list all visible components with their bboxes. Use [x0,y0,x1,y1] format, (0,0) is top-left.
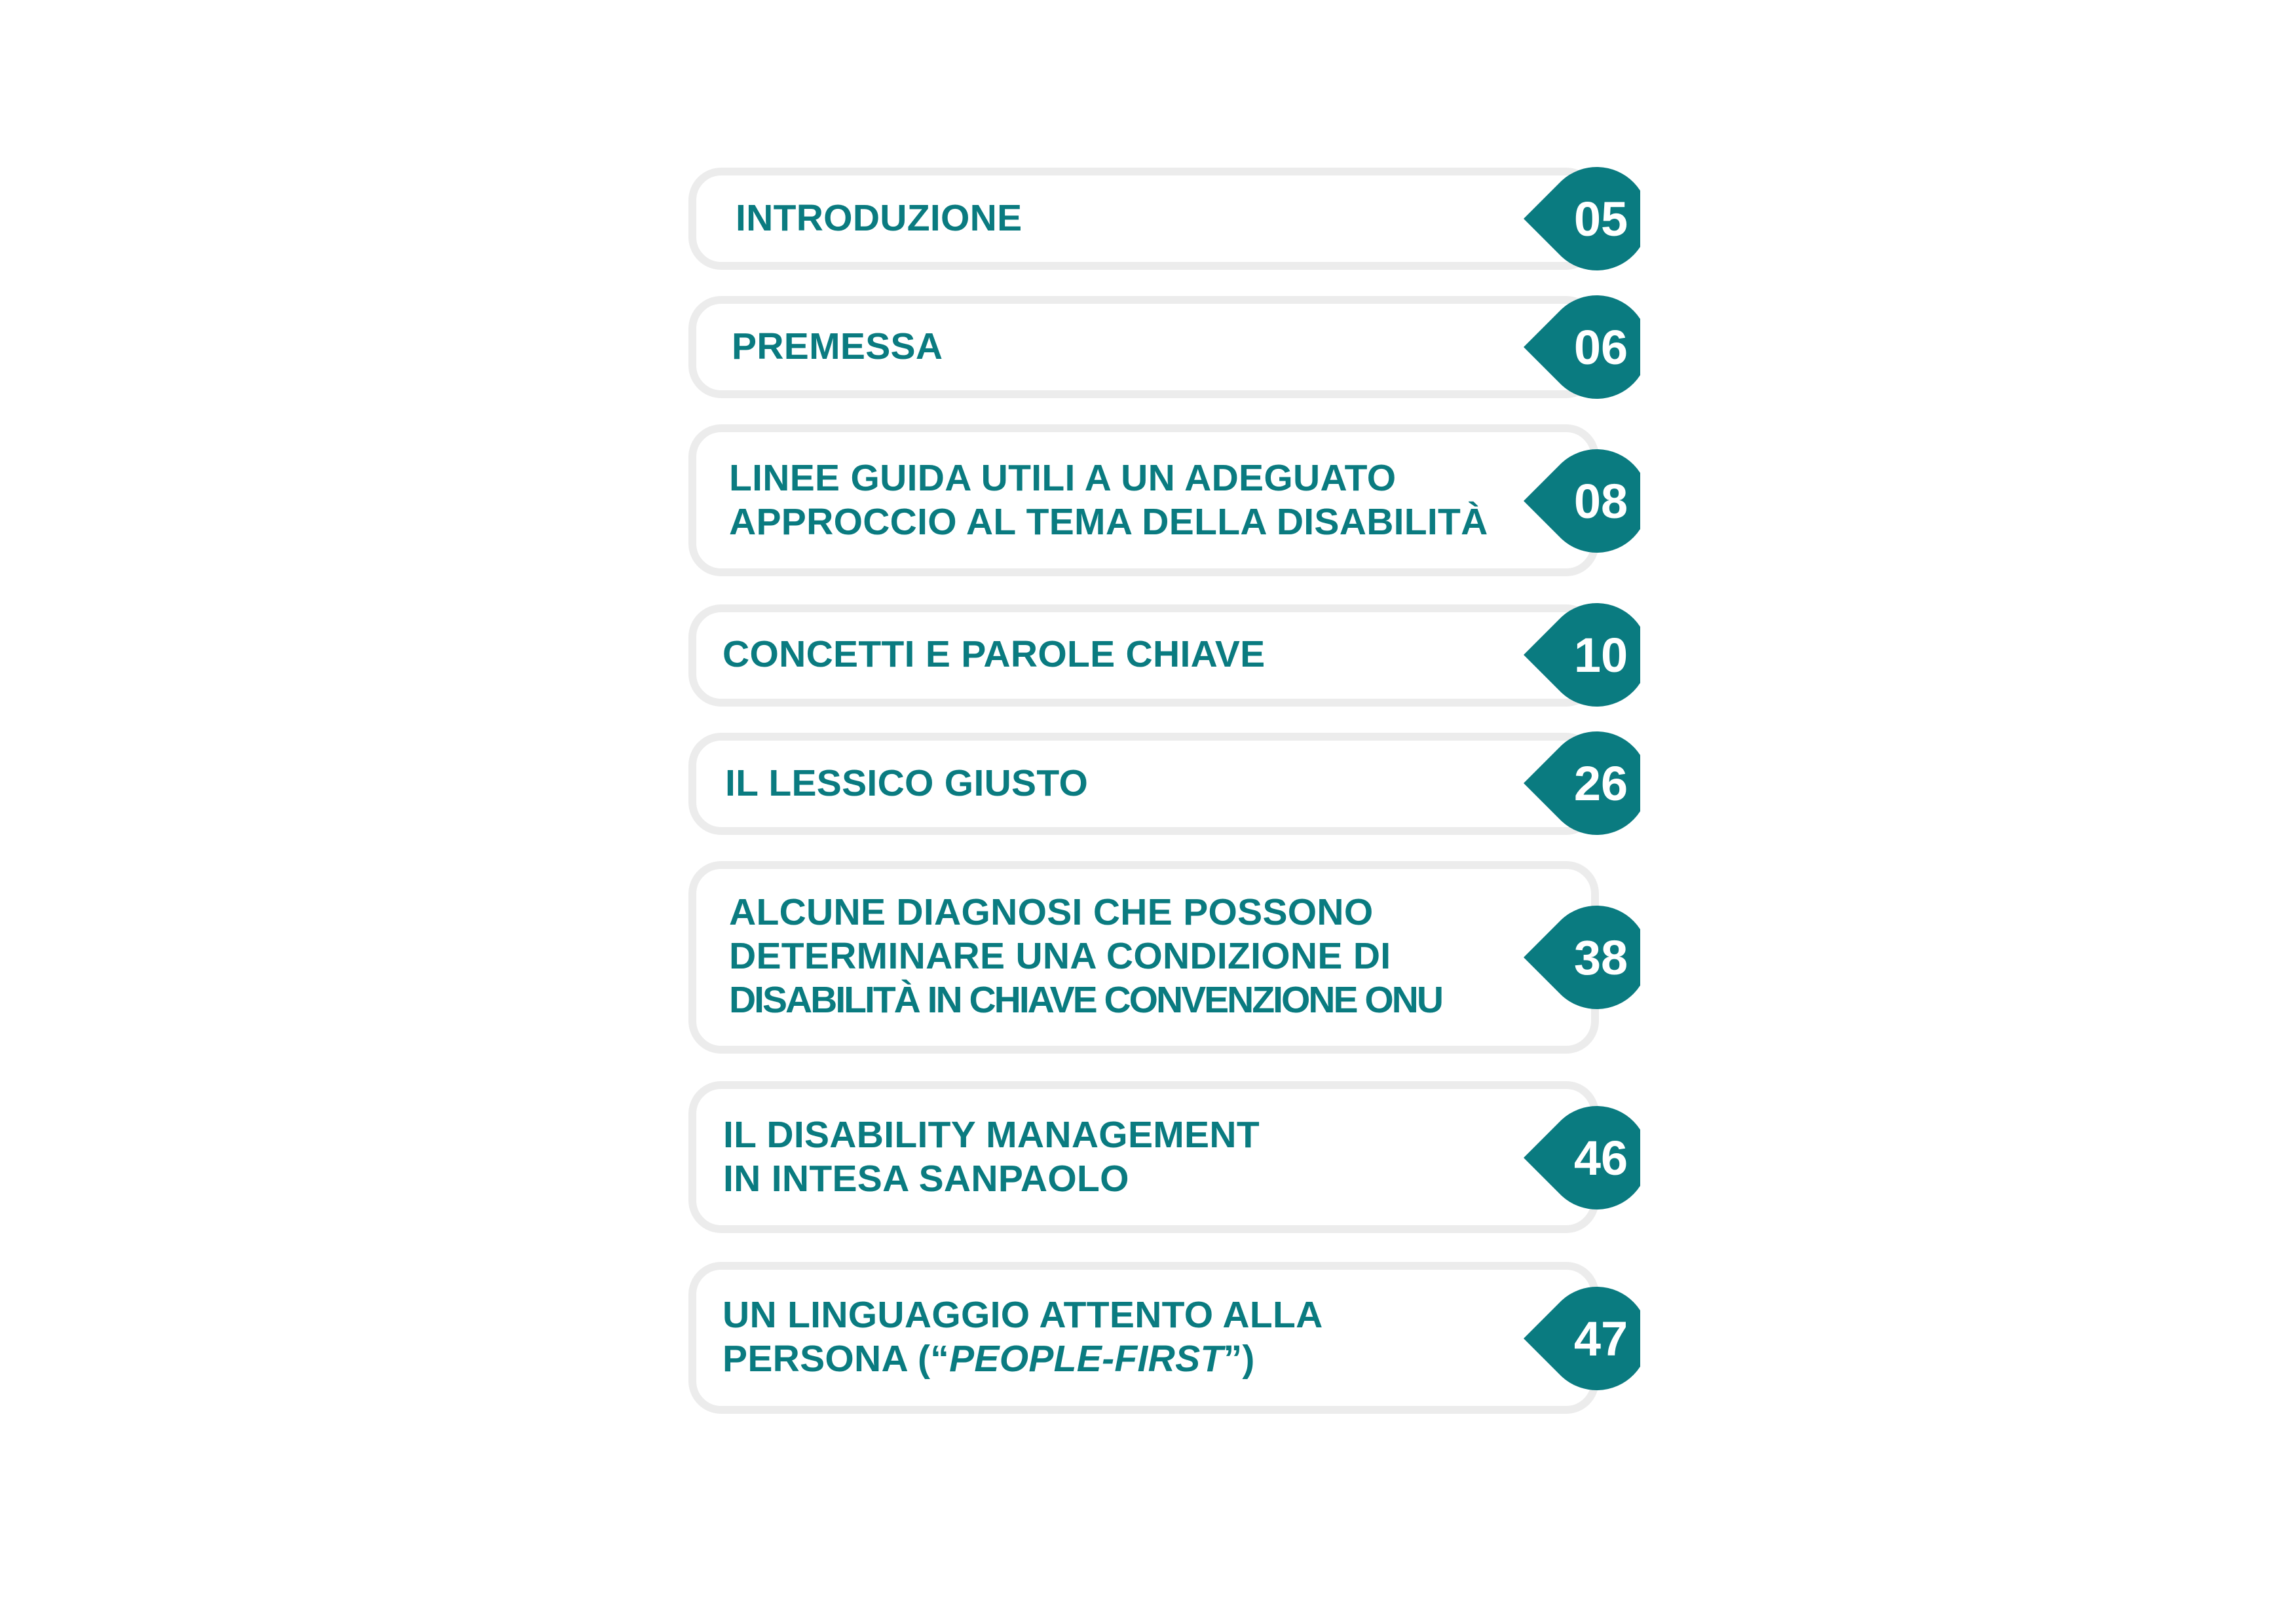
page-number: 38 [1573,930,1628,985]
page-number: 05 [1573,191,1628,246]
page-number-badge[interactable] [1524,603,1640,707]
page-number-badge[interactable] [1524,295,1640,399]
toc-entry-label: LINEE GUIDA UTILI A UN ADEGUATO APPROCCIO AL TEMA DELLA DISABILITÀ [729,457,1488,543]
toc-entry-label: INTRODUZIONE [736,197,1023,239]
page-number-badge[interactable] [1524,449,1640,553]
toc-entry-label: PREMESSA [732,325,943,367]
toc-entry-label: UN LINGUAGGIO ATTENTO ALLA PERSONA (“PEOPLE-FIRST”) [723,1294,1323,1380]
page-number-badge[interactable] [1524,1287,1640,1390]
toc-entry-label: IL DISABILITY MANAGEMENT IN INTESA SANPAOLO [723,1114,1260,1200]
page-number: 26 [1573,756,1628,811]
page-number: 06 [1573,320,1628,375]
page-number: 47 [1573,1311,1628,1366]
page-number: 10 [1573,627,1628,682]
page-number-badge[interactable] [1524,906,1640,1009]
page-number: 46 [1573,1130,1628,1185]
toc-entry-label: ALCUNE DIAGNOSI CHE POSSONO DETERMINARE UNA CONDIZIONE DI DISABILITÀ IN CHIAVE CONVENZIONE ONU [729,891,1442,1021]
toc-entry-label: IL LESSICO GIUSTO [725,762,1089,804]
page-number-badge[interactable] [1524,1106,1640,1209]
page-number: 08 [1573,473,1628,528]
page-number-badge[interactable] [1524,731,1640,835]
page-number-badge[interactable] [1524,167,1640,270]
toc-entry-label: CONCETTI E PAROLE CHIAVE [723,633,1266,675]
